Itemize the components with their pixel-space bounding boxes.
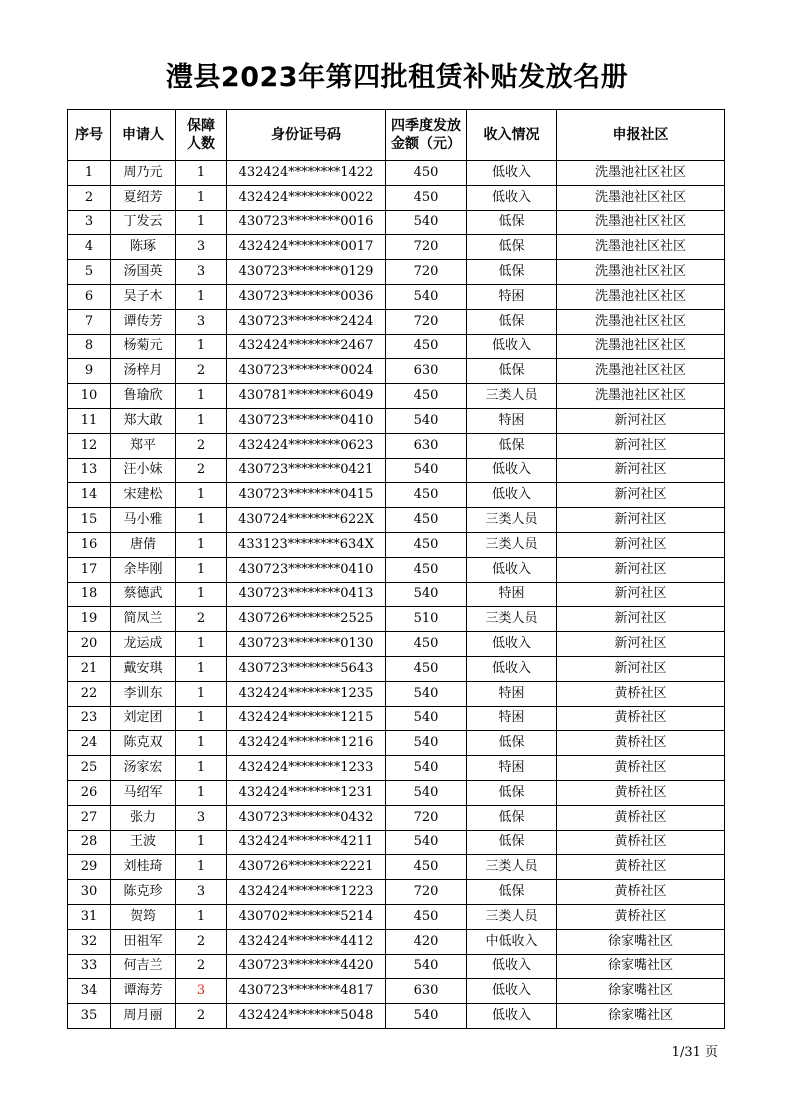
- cell-income: 低保: [467, 830, 557, 855]
- cell-persons: 1: [176, 756, 227, 781]
- cell-income: 特困: [467, 408, 557, 433]
- cell-id-number: 430723********0410: [227, 408, 386, 433]
- cell-amount: 630: [386, 359, 467, 384]
- cell-applicant: 马小雅: [111, 508, 176, 533]
- cell-community: 黄桥社区: [557, 780, 725, 805]
- cell-id-number: 432424********1233: [227, 756, 386, 781]
- cell-community: 新河社区: [557, 532, 725, 557]
- header-amount-line2: 金额（元）: [391, 136, 461, 152]
- cell-income: 特困: [467, 284, 557, 309]
- cell-community: 新河社区: [557, 557, 725, 582]
- cell-seq: 16: [68, 532, 111, 557]
- cell-id-number: 432424********1215: [227, 706, 386, 731]
- cell-seq: 27: [68, 805, 111, 830]
- cell-income: 低收入: [467, 632, 557, 657]
- cell-income: 三类人员: [467, 607, 557, 632]
- cell-amount: 720: [386, 880, 467, 905]
- cell-seq: 6: [68, 284, 111, 309]
- cell-persons: 1: [176, 656, 227, 681]
- cell-applicant: 谭海芳: [111, 979, 176, 1004]
- cell-income: 低保: [467, 805, 557, 830]
- table-row: [68, 805, 725, 830]
- cell-applicant: 余毕刚: [111, 557, 176, 582]
- table-header-row: [68, 110, 725, 161]
- cell-community: 洗墨池社区社区: [557, 334, 725, 359]
- cell-community: 徐家嘴社区: [557, 1004, 725, 1029]
- cell-applicant: 何吉兰: [111, 954, 176, 979]
- table-row: [68, 681, 725, 706]
- cell-seq: 25: [68, 756, 111, 781]
- cell-community: 黄桥社区: [557, 805, 725, 830]
- cell-amount: 720: [386, 260, 467, 285]
- cell-community: 新河社区: [557, 408, 725, 433]
- cell-applicant: 汪小妹: [111, 458, 176, 483]
- cell-persons: 2: [176, 433, 227, 458]
- cell-amount: 450: [386, 557, 467, 582]
- cell-amount: 510: [386, 607, 467, 632]
- cell-seq: 14: [68, 483, 111, 508]
- cell-income: 低保: [467, 433, 557, 458]
- cell-applicant: 刘桂琦: [111, 855, 176, 880]
- cell-amount: 630: [386, 979, 467, 1004]
- table-body: [68, 161, 725, 1029]
- cell-seq: 4: [68, 235, 111, 260]
- cell-persons: 1: [176, 855, 227, 880]
- cell-community: 徐家嘴社区: [557, 979, 725, 1004]
- cell-community: 新河社区: [557, 458, 725, 483]
- cell-seq: 11: [68, 408, 111, 433]
- cell-community: 新河社区: [557, 632, 725, 657]
- cell-id-number: 430723********0129: [227, 260, 386, 285]
- header-income: 收入情况: [467, 110, 557, 161]
- cell-income: 低保: [467, 210, 557, 235]
- cell-income: 低收入: [467, 954, 557, 979]
- cell-community: 黄桥社区: [557, 904, 725, 929]
- table-row: [68, 235, 725, 260]
- cell-persons: 2: [176, 1004, 227, 1029]
- cell-persons: 1: [176, 731, 227, 756]
- cell-seq: 21: [68, 656, 111, 681]
- table-row: [68, 656, 725, 681]
- table-row: [68, 185, 725, 210]
- cell-seq: 17: [68, 557, 111, 582]
- cell-persons: 3: [176, 979, 227, 1004]
- cell-amount: 450: [386, 632, 467, 657]
- cell-community: 黄桥社区: [557, 830, 725, 855]
- cell-persons: 1: [176, 632, 227, 657]
- cell-id-number: 430723********2424: [227, 309, 386, 334]
- cell-community: 黄桥社区: [557, 855, 725, 880]
- cell-seq: 31: [68, 904, 111, 929]
- cell-seq: 2: [68, 185, 111, 210]
- cell-applicant: 谭传芳: [111, 309, 176, 334]
- cell-income: 低收入: [467, 161, 557, 186]
- cell-id-number: 432424********4412: [227, 929, 386, 954]
- cell-community: 洗墨池社区社区: [557, 284, 725, 309]
- cell-id-number: 432424********2467: [227, 334, 386, 359]
- cell-community: 洗墨池社区社区: [557, 359, 725, 384]
- cell-applicant: 鲁瑜欣: [111, 384, 176, 409]
- table-row: [68, 830, 725, 855]
- cell-amount: 540: [386, 284, 467, 309]
- cell-persons: 1: [176, 483, 227, 508]
- cell-community: 徐家嘴社区: [557, 954, 725, 979]
- cell-id-number: 432424********1231: [227, 780, 386, 805]
- cell-amount: 540: [386, 1004, 467, 1029]
- cell-income: 三类人员: [467, 508, 557, 533]
- table-row: [68, 508, 725, 533]
- cell-community: 徐家嘴社区: [557, 929, 725, 954]
- cell-amount: 450: [386, 161, 467, 186]
- table-row: [68, 483, 725, 508]
- header-persons-line2: 人数: [187, 136, 215, 152]
- cell-seq: 33: [68, 954, 111, 979]
- cell-seq: 29: [68, 855, 111, 880]
- cell-amount: 540: [386, 210, 467, 235]
- cell-income: 三类人员: [467, 384, 557, 409]
- table-row: [68, 756, 725, 781]
- cell-amount: 540: [386, 458, 467, 483]
- table-row: [68, 284, 725, 309]
- header-persons: [176, 110, 227, 161]
- cell-applicant: 陈克双: [111, 731, 176, 756]
- document-title: 澧县2023年第四批租赁补贴发放名册: [165, 62, 629, 93]
- cell-id-number: 430723********0410: [227, 557, 386, 582]
- cell-amount: 720: [386, 805, 467, 830]
- cell-id-number: 430723********4420: [227, 954, 386, 979]
- cell-applicant: 宋建松: [111, 483, 176, 508]
- header-id-number: 身份证号码: [227, 110, 386, 161]
- table-row: [68, 334, 725, 359]
- cell-seq: 19: [68, 607, 111, 632]
- cell-amount: 540: [386, 582, 467, 607]
- cell-amount: 450: [386, 508, 467, 533]
- cell-amount: 630: [386, 433, 467, 458]
- cell-amount: 450: [386, 532, 467, 557]
- table-row: [68, 582, 725, 607]
- cell-amount: 450: [386, 855, 467, 880]
- cell-id-number: 432424********1223: [227, 880, 386, 905]
- cell-amount: 540: [386, 830, 467, 855]
- cell-persons: 1: [176, 210, 227, 235]
- cell-income: 特困: [467, 681, 557, 706]
- cell-seq: 22: [68, 681, 111, 706]
- cell-income: 低收入: [467, 1004, 557, 1029]
- cell-seq: 34: [68, 979, 111, 1004]
- cell-applicant: 陈克珍: [111, 880, 176, 905]
- table-row: [68, 706, 725, 731]
- table-row: [68, 359, 725, 384]
- cell-income: 三类人员: [467, 532, 557, 557]
- table-row: [68, 780, 725, 805]
- cell-income: 低收入: [467, 483, 557, 508]
- cell-persons: 1: [176, 284, 227, 309]
- table-row: [68, 309, 725, 334]
- cell-income: 低保: [467, 780, 557, 805]
- cell-seq: 9: [68, 359, 111, 384]
- cell-persons: 1: [176, 706, 227, 731]
- table-row: [68, 1004, 725, 1029]
- cell-applicant: 蔡德武: [111, 582, 176, 607]
- cell-community: 新河社区: [557, 483, 725, 508]
- cell-amount: 540: [386, 408, 467, 433]
- cell-seq: 18: [68, 582, 111, 607]
- cell-amount: 450: [386, 483, 467, 508]
- cell-income: 低收入: [467, 557, 557, 582]
- cell-community: 洗墨池社区社区: [557, 210, 725, 235]
- cell-id-number: 430723********0415: [227, 483, 386, 508]
- cell-amount: 450: [386, 185, 467, 210]
- cell-applicant: 周乃元: [111, 161, 176, 186]
- cell-income: 特困: [467, 582, 557, 607]
- table-row: [68, 979, 725, 1004]
- cell-community: 新河社区: [557, 656, 725, 681]
- table-row: [68, 408, 725, 433]
- table-row: [68, 632, 725, 657]
- cell-applicant: 马绍军: [111, 780, 176, 805]
- header-seq: 序号: [68, 110, 111, 161]
- cell-persons: 2: [176, 458, 227, 483]
- cell-applicant: 贺筠: [111, 904, 176, 929]
- cell-amount: 540: [386, 780, 467, 805]
- cell-persons: 1: [176, 161, 227, 186]
- cell-id-number: 432424********1422: [227, 161, 386, 186]
- cell-applicant: 汤家宏: [111, 756, 176, 781]
- cell-seq: 32: [68, 929, 111, 954]
- table-row: [68, 557, 725, 582]
- cell-id-number: 430702********5214: [227, 904, 386, 929]
- cell-applicant: 杨菊元: [111, 334, 176, 359]
- table-row: [68, 161, 725, 186]
- cell-seq: 26: [68, 780, 111, 805]
- cell-persons: 1: [176, 582, 227, 607]
- cell-applicant: 李训东: [111, 681, 176, 706]
- cell-persons: 3: [176, 880, 227, 905]
- cell-id-number: 432424********4211: [227, 830, 386, 855]
- cell-seq: 7: [68, 309, 111, 334]
- cell-id-number: 430724********622X: [227, 508, 386, 533]
- cell-community: 洗墨池社区社区: [557, 260, 725, 285]
- cell-income: 特困: [467, 756, 557, 781]
- cell-income: 中低收入: [467, 929, 557, 954]
- cell-persons: 1: [176, 185, 227, 210]
- cell-applicant: 郑大敢: [111, 408, 176, 433]
- table-row: [68, 260, 725, 285]
- cell-seq: 12: [68, 433, 111, 458]
- header-amount-line1: 四季度发放: [391, 118, 461, 134]
- cell-seq: 15: [68, 508, 111, 533]
- cell-community: 黄桥社区: [557, 756, 725, 781]
- cell-community: 新河社区: [557, 582, 725, 607]
- cell-seq: 13: [68, 458, 111, 483]
- cell-applicant: 刘定团: [111, 706, 176, 731]
- cell-applicant: 王波: [111, 830, 176, 855]
- cell-id-number: 430723********0130: [227, 632, 386, 657]
- cell-seq: 28: [68, 830, 111, 855]
- cell-persons: 1: [176, 780, 227, 805]
- header-community: 申报社区: [557, 110, 725, 161]
- cell-community: 新河社区: [557, 508, 725, 533]
- cell-id-number: 430726********2221: [227, 855, 386, 880]
- cell-persons: 3: [176, 260, 227, 285]
- table-row: [68, 607, 725, 632]
- cell-applicant: 汤国英: [111, 260, 176, 285]
- cell-income: 低保: [467, 235, 557, 260]
- cell-income: 特困: [467, 706, 557, 731]
- cell-amount: 540: [386, 681, 467, 706]
- cell-amount: 450: [386, 384, 467, 409]
- cell-id-number: 430723********0036: [227, 284, 386, 309]
- cell-community: 黄桥社区: [557, 880, 725, 905]
- cell-id-number: 430726********2525: [227, 607, 386, 632]
- cell-applicant: 吴子木: [111, 284, 176, 309]
- cell-amount: 540: [386, 756, 467, 781]
- cell-persons: 1: [176, 532, 227, 557]
- cell-persons: 1: [176, 334, 227, 359]
- cell-income: 低保: [467, 309, 557, 334]
- cell-persons: 2: [176, 359, 227, 384]
- cell-amount: 720: [386, 309, 467, 334]
- cell-applicant: 张力: [111, 805, 176, 830]
- cell-income: 低保: [467, 731, 557, 756]
- cell-applicant: 田祖军: [111, 929, 176, 954]
- cell-persons: 1: [176, 408, 227, 433]
- cell-id-number: 432424********0623: [227, 433, 386, 458]
- table-row: [68, 954, 725, 979]
- cell-id-number: 430781********6049: [227, 384, 386, 409]
- cell-persons: 2: [176, 929, 227, 954]
- cell-id-number: 433123********634X: [227, 532, 386, 557]
- cell-id-number: 430723********0024: [227, 359, 386, 384]
- subsidy-table: [67, 109, 725, 1029]
- cell-seq: 8: [68, 334, 111, 359]
- cell-amount: 450: [386, 904, 467, 929]
- cell-id-number: 430723********0432: [227, 805, 386, 830]
- cell-persons: 1: [176, 557, 227, 582]
- table-row: [68, 880, 725, 905]
- cell-id-number: 430723********5643: [227, 656, 386, 681]
- cell-persons: 1: [176, 508, 227, 533]
- table-row: [68, 433, 725, 458]
- cell-income: 低收入: [467, 334, 557, 359]
- cell-amount: 540: [386, 706, 467, 731]
- cell-community: 洗墨池社区社区: [557, 161, 725, 186]
- cell-community: 洗墨池社区社区: [557, 235, 725, 260]
- cell-seq: 1: [68, 161, 111, 186]
- table-row: [68, 532, 725, 557]
- cell-amount: 450: [386, 334, 467, 359]
- cell-income: 低保: [467, 359, 557, 384]
- cell-applicant: 郑平: [111, 433, 176, 458]
- cell-community: 新河社区: [557, 607, 725, 632]
- cell-applicant: 简凤兰: [111, 607, 176, 632]
- cell-amount: 420: [386, 929, 467, 954]
- cell-id-number: 432424********0017: [227, 235, 386, 260]
- cell-community: 黄桥社区: [557, 731, 725, 756]
- table-row: [68, 458, 725, 483]
- cell-persons: 3: [176, 805, 227, 830]
- cell-persons: 1: [176, 384, 227, 409]
- cell-persons: 2: [176, 954, 227, 979]
- table-row: [68, 384, 725, 409]
- cell-community: 洗墨池社区社区: [557, 384, 725, 409]
- header-applicant: 申请人: [111, 110, 176, 161]
- cell-seq: 24: [68, 731, 111, 756]
- page-number: 1/31 页: [671, 1045, 718, 1060]
- cell-id-number: 432424********1235: [227, 681, 386, 706]
- cell-id-number: 430723********0413: [227, 582, 386, 607]
- cell-applicant: 汤梓月: [111, 359, 176, 384]
- cell-persons: 2: [176, 607, 227, 632]
- cell-seq: 10: [68, 384, 111, 409]
- cell-applicant: 戴安琪: [111, 656, 176, 681]
- cell-id-number: 432424********1216: [227, 731, 386, 756]
- cell-amount: 720: [386, 235, 467, 260]
- cell-seq: 3: [68, 210, 111, 235]
- cell-income: 低保: [467, 880, 557, 905]
- header-persons-line1: 保障: [187, 118, 215, 134]
- cell-applicant: 龙运成: [111, 632, 176, 657]
- cell-amount: 450: [386, 656, 467, 681]
- cell-id-number: 430723********0016: [227, 210, 386, 235]
- cell-seq: 23: [68, 706, 111, 731]
- cell-applicant: 陈琢: [111, 235, 176, 260]
- cell-id-number: 430723********4817: [227, 979, 386, 1004]
- table-row: [68, 731, 725, 756]
- cell-income: 三类人员: [467, 855, 557, 880]
- cell-community: 新河社区: [557, 433, 725, 458]
- cell-persons: 1: [176, 681, 227, 706]
- cell-amount: 540: [386, 731, 467, 756]
- cell-seq: 35: [68, 1004, 111, 1029]
- cell-id-number: 430723********0421: [227, 458, 386, 483]
- table-row: [68, 210, 725, 235]
- cell-applicant: 夏绍芳: [111, 185, 176, 210]
- cell-community: 洗墨池社区社区: [557, 185, 725, 210]
- cell-id-number: 432424********5048: [227, 1004, 386, 1029]
- cell-community: 洗墨池社区社区: [557, 309, 725, 334]
- cell-persons: 3: [176, 235, 227, 260]
- cell-applicant: 周月丽: [111, 1004, 176, 1029]
- cell-applicant: 丁发云: [111, 210, 176, 235]
- cell-seq: 5: [68, 260, 111, 285]
- table-row: [68, 855, 725, 880]
- cell-community: 黄桥社区: [557, 681, 725, 706]
- cell-income: 三类人员: [467, 904, 557, 929]
- cell-amount: 540: [386, 954, 467, 979]
- cell-income: 低收入: [467, 185, 557, 210]
- cell-seq: 20: [68, 632, 111, 657]
- header-amount: [386, 110, 467, 161]
- cell-income: 低保: [467, 260, 557, 285]
- cell-persons: 1: [176, 904, 227, 929]
- cell-income: 低收入: [467, 656, 557, 681]
- cell-persons: 1: [176, 830, 227, 855]
- table-row: [68, 904, 725, 929]
- table-row: [68, 929, 725, 954]
- cell-income: 低收入: [467, 979, 557, 1004]
- cell-id-number: 432424********0022: [227, 185, 386, 210]
- cell-community: 黄桥社区: [557, 706, 725, 731]
- cell-income: 低收入: [467, 458, 557, 483]
- cell-persons: 3: [176, 309, 227, 334]
- cell-applicant: 唐倩: [111, 532, 176, 557]
- cell-seq: 30: [68, 880, 111, 905]
